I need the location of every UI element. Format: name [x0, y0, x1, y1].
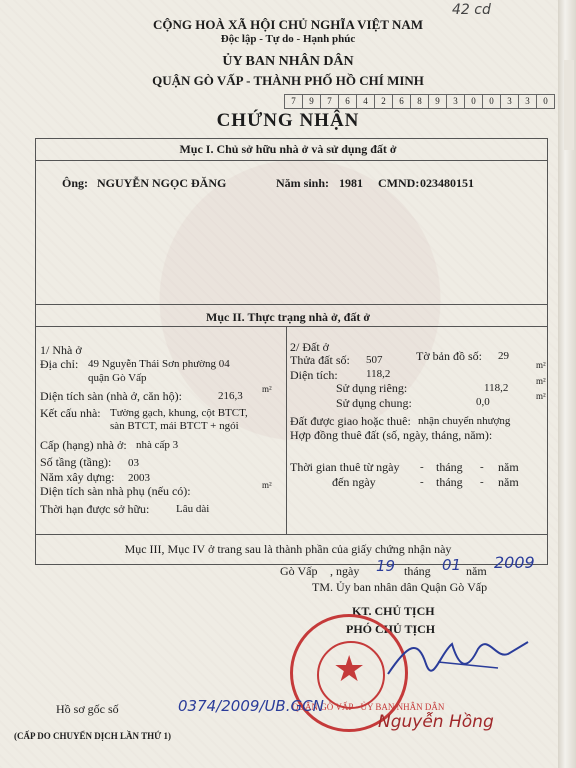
authority-title: ỦY BAN NHÂN DÂN	[222, 54, 354, 69]
lease-to-month-label: tháng	[436, 475, 463, 489]
lease-from-day: -	[420, 461, 424, 473]
map-label: Tờ bản đồ số:	[416, 349, 483, 363]
motto: Độc lập - Tự do - Hạnh phúc	[220, 33, 356, 45]
issue-note: (CẤP DO CHUYỂN DỊCH LẦN THỨ 1)	[14, 731, 172, 741]
built-value: 2003	[128, 472, 150, 484]
certificate-title: CHỨNG NHẬN	[216, 110, 360, 131]
shared-use-label: Sử dụng chung:	[336, 396, 412, 410]
issue-place: Gò Vấp	[280, 564, 318, 578]
handwritten-signature	[378, 624, 538, 694]
signer-title-1: KT. CHỦ TỊCH	[352, 604, 435, 618]
floor-area-value: 216,3	[218, 390, 243, 402]
underlying-page-edge	[558, 0, 576, 768]
signer-name: Nguyễn Hồng	[378, 712, 494, 732]
parcel-value: 507	[366, 354, 383, 366]
lease-to-label: đến ngày	[332, 475, 376, 489]
file-label: Hồ sơ gốc số	[56, 702, 119, 716]
id-number: 023480151	[420, 176, 474, 190]
floors-label: Số tầng (tầng):	[40, 455, 112, 469]
page-edge-tag	[564, 60, 574, 150]
term-label: Thời hạn được sở hữu:	[40, 502, 150, 516]
parcel-label: Thửa đất số:	[290, 353, 350, 367]
lease-to-month: -	[480, 476, 484, 488]
day-label: , ngày	[330, 564, 360, 578]
seal-text: QUẬN GÒ VẤP · ỦY BAN NHÂN DÂN	[292, 702, 445, 712]
private-use-unit: m²	[536, 376, 546, 386]
structure-label: Kết cấu nhà:	[40, 406, 101, 420]
birth-label: Năm sinh:	[276, 176, 330, 190]
owner-prefix: Ông:	[62, 176, 89, 190]
land-area-unit: m²	[536, 360, 546, 370]
land-area-value: 118,2	[366, 368, 391, 380]
owner-name: NGUYỄN NGỌC ĐĂNG	[97, 176, 227, 190]
corner-note: 42 cd	[452, 2, 491, 18]
section1-heading-divider	[35, 160, 547, 161]
section2-top-divider	[35, 304, 547, 305]
grade-value: nhà cấp 3	[136, 439, 179, 451]
year-label: năm	[466, 564, 487, 578]
structure-line2: sàn BTCT, mái BTCT + ngói	[110, 420, 239, 432]
lease-from-year-label: năm	[498, 460, 519, 474]
issue-year: 2009	[494, 553, 535, 572]
section2-heading: Mục II. Thực trạng nhà ở, đất ở	[206, 310, 370, 324]
lease-from-label: Thời gian thuê từ ngày	[290, 460, 400, 474]
signer-title-2: PHÓ CHỦ TỊCH	[346, 622, 436, 636]
grade-label: Cấp (hạng) nhà ở:	[40, 438, 127, 452]
shared-use-value: 0,0	[476, 396, 490, 408]
serial-number: 7 9 7 6 4 2 6 8 9 3 0 0 3 3 0	[284, 94, 555, 109]
aux-area-label: Diện tích sàn nhà phụ (nếu có):	[40, 484, 191, 498]
seal-star-icon: ★	[333, 649, 366, 690]
on-behalf-line: TM. Ủy ban nhân dân Quận Gò Vấp	[312, 580, 488, 594]
lease-from-month: -	[480, 461, 484, 473]
aux-area-unit: m²	[262, 480, 272, 490]
section1-heading: Mục I. Chủ sở hữu nhà ở và sử dụng đất ở	[179, 142, 397, 156]
built-label: Năm xây dựng:	[40, 470, 115, 484]
private-use-label: Sử dụng riêng:	[336, 381, 408, 395]
allocation-label: Đất được giao hoặc thuê:	[290, 414, 411, 428]
floor-area-label: Diện tích sàn (nhà ở, căn hộ):	[40, 389, 182, 403]
lease-to-day: -	[420, 476, 424, 488]
address-line1: 49 Nguyễn Thái Sơn phường 04	[88, 358, 230, 370]
footer-note: Mục III, Mục IV ở trang sau là thành phần của giấy chứng nhận này	[124, 542, 452, 556]
month-label: tháng	[404, 564, 431, 578]
house-title: 1/ Nhà ở	[40, 343, 82, 357]
allocation-value: nhận chuyển nhượng	[418, 415, 511, 427]
term-value: Lâu dài	[176, 503, 210, 515]
structure-line1: Tường gạch, khung, cột BTCT,	[110, 407, 248, 419]
land-area-label: Diện tích:	[290, 368, 338, 382]
district-title: QUẬN GÒ VẤP - THÀNH PHỐ HỒ CHÍ MINH	[152, 73, 424, 88]
shared-use-unit: m²	[536, 391, 546, 401]
section2-column-divider	[286, 326, 287, 534]
map-value: 29	[498, 350, 509, 362]
address-line2: quận Gò Vấp	[88, 372, 147, 384]
address-label: Địa chỉ:	[40, 357, 79, 371]
land-title: 2/ Đất ở	[290, 340, 330, 354]
private-use-value: 118,2	[484, 382, 509, 394]
id-label: CMND:	[378, 176, 420, 190]
lease-label: Hợp đồng thuê đất (số, ngày, tháng, năm):	[290, 428, 493, 442]
nation-title: CỘNG HOÀ XÃ HỘI CHỦ NGHĨA VIỆT NAM	[152, 17, 424, 32]
file-number: 0374/2009/UB.GCN	[178, 697, 324, 715]
floor-area-unit: m²	[262, 384, 272, 394]
floors-value: 03	[128, 457, 139, 469]
lease-to-year-label: năm	[498, 475, 519, 489]
birth-year: 1981	[339, 176, 363, 190]
footer-note-divider	[35, 534, 547, 535]
issue-month: 01	[442, 556, 462, 574]
issue-day: 19	[376, 557, 396, 575]
lease-from-month-label: tháng	[436, 460, 463, 474]
section2-heading-divider	[35, 326, 547, 327]
